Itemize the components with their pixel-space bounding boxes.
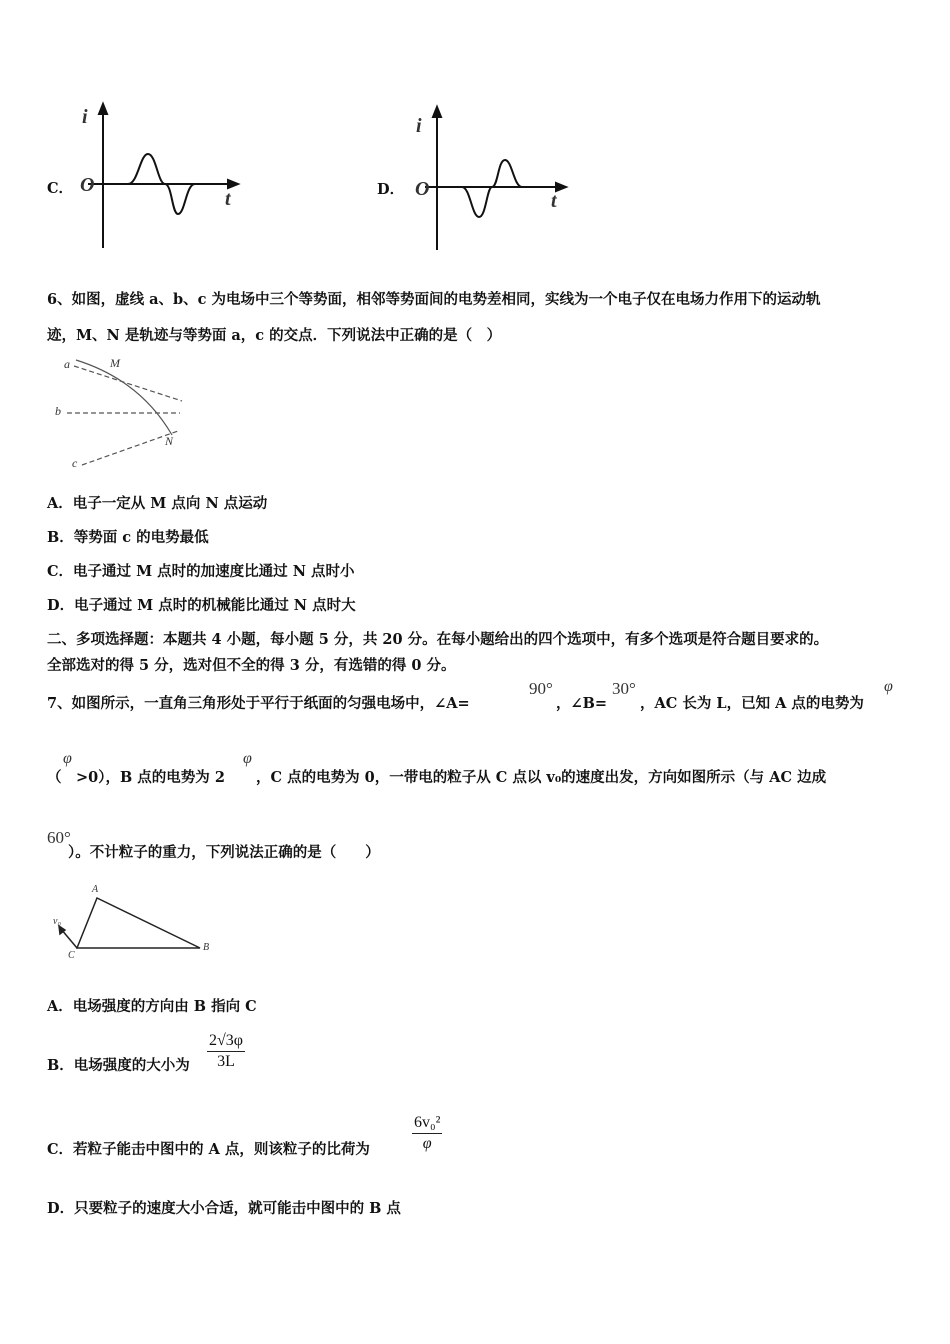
graph-d-origin: O xyxy=(415,178,430,200)
graph-d-i-label: i xyxy=(416,115,422,137)
q7-option-b: B．电场强度的大小为 xyxy=(47,1057,190,1074)
fig-a: a xyxy=(64,357,70,371)
option-d-label: D． xyxy=(377,181,405,198)
q7-line1c: ，AC 长为 L，已知 A 点的电势为 xyxy=(640,695,864,712)
fig-M: M xyxy=(110,356,120,370)
q7-angle-b: 30° xyxy=(612,679,636,698)
fig-A: A xyxy=(92,884,99,895)
option-c-label: C． xyxy=(47,180,74,197)
q7-phi-1: φ xyxy=(884,678,893,695)
section2-line1: 二、多项选择题：本题共 4 小题，每小题 5 分，共 20 分。在每小题给出的四个选项中，有多个选项是符合题目要求的。 xyxy=(47,631,829,648)
section2-line2: 全部选对的得 5 分，选对但不全的得 3 分，有选错的得 0 分。 xyxy=(47,657,456,674)
fig-C: C xyxy=(68,950,75,961)
q7-option-c: C．若粒子能击中图中的 A 点，则该粒子的比荷为 xyxy=(47,1141,370,1158)
q7-angle-a: 90° xyxy=(529,679,553,698)
q7-line3: ）。不计粒子的重力，下列说法正确的是（ ） xyxy=(68,844,380,861)
q7-figure xyxy=(59,898,200,948)
q6-option-b: B．等势面 c 的电势最低 xyxy=(47,529,209,546)
graph-c xyxy=(88,104,238,248)
q7-option-a: A．电场强度的方向由 B 指向 C xyxy=(47,998,257,1015)
q6-stem-line2: 迹，M、N 是轨迹与等势面 a，c 的交点．下列说法中正确的是（ ） xyxy=(47,327,502,344)
fig-B: B xyxy=(203,942,210,953)
q6-stem-line1: 6、如图，虚线 a、b、c 为电场中三个等势面，相邻等势面间的电势差相同，实线为一个电子仅在电场力作用下的运动轨 xyxy=(47,291,821,308)
fraction-denominator: φ xyxy=(422,1135,432,1152)
q7-line1a: 7、如图所示，一直角三角形处于平行于纸面的匀强电场中，∠A= xyxy=(47,695,470,712)
q6-option-a: A．电子一定从 M 点向 N 点运动 xyxy=(47,495,268,512)
q7-phi-3: φ xyxy=(243,750,252,767)
fraction-numerator: 6v₀² xyxy=(412,1114,442,1134)
q7-option-d: D．只要粒子的速度大小合适，就可能击中图中的 B 点 xyxy=(47,1200,401,1217)
fraction-denominator: 3L xyxy=(217,1053,235,1070)
graph-d-t-label: t xyxy=(551,190,557,212)
q6-option-d: D．电子通过 M 点时的机械能比通过 N 点时大 xyxy=(47,597,356,614)
graph-c-origin: O xyxy=(80,174,95,196)
fig-v0: v₀ xyxy=(53,916,61,927)
q7-option-b-fraction xyxy=(207,1032,245,1071)
q6-option-c: C．电子通过 M 点时的加速度比通过 N 点时小 xyxy=(47,563,355,580)
q6-figure xyxy=(67,360,182,465)
fig-c: c xyxy=(72,456,78,470)
fig-N: N xyxy=(165,434,174,448)
fig-b: b xyxy=(55,404,61,418)
graph-c-t-label: t xyxy=(225,188,231,210)
graph-c-i-label: i xyxy=(82,106,88,128)
q7-line2c: ，C 点的电势为 0，一带电的粒子从 C 点以 v₀的速度出发，方向如图所示（与 AC 边成 xyxy=(256,769,827,786)
q7-line1b: ，∠B= xyxy=(556,695,608,712)
q7-phi-2: φ xyxy=(63,750,72,767)
q7-option-c-fraction xyxy=(412,1114,442,1153)
q7-line2a: （ xyxy=(47,769,62,786)
q7-angle-60: 60° xyxy=(47,828,71,847)
graph-d xyxy=(425,107,566,250)
fraction-numerator: 2√3φ xyxy=(207,1032,245,1052)
q7-line2b: >0），B 点的电势为 2 xyxy=(76,769,225,786)
